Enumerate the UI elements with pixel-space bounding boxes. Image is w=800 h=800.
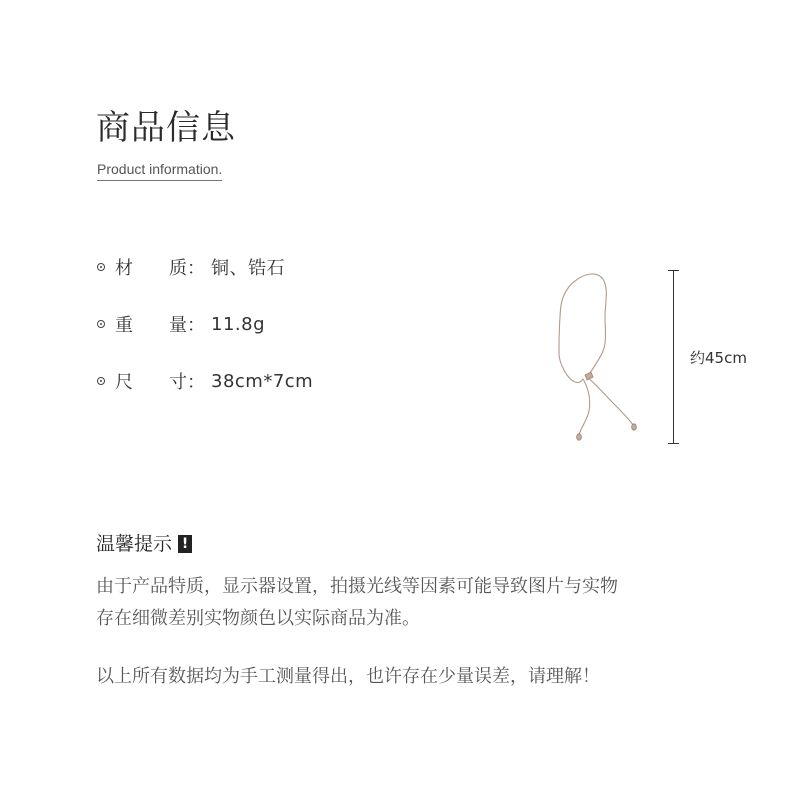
exclamation-icon: !: [178, 535, 192, 553]
necklace-image: [545, 265, 655, 455]
bullet-icon: [97, 320, 105, 328]
spec-material: [97, 255, 285, 279]
dimension-label: 约45cm: [690, 349, 747, 367]
spec-label: 材 质：: [115, 258, 205, 279]
spec-label: 重 量：: [115, 315, 205, 336]
tips-title: 温馨提示: [96, 533, 173, 555]
bullet-icon: [97, 377, 105, 385]
spec-label: 尺 寸：: [115, 372, 205, 393]
spec-value: 11.8g: [211, 313, 266, 335]
spec-weight: [97, 312, 265, 336]
page-title: 商品信息: [96, 108, 236, 148]
spec-value: 铜、锆石: [211, 258, 285, 279]
tips-heading: [96, 532, 192, 556]
dimension-cap-top: [668, 270, 679, 271]
bullet-icon: [97, 263, 105, 271]
page-subtitle: Product information.: [97, 160, 222, 181]
spec-value: 38cm*7cm: [211, 370, 314, 392]
spec-size: [97, 369, 313, 393]
tips-line-2: 存在细微差别实物颜色以实际商品为准。: [96, 608, 420, 629]
tips-line-3: 以上所有数据均为手工测量得出，也许存在少量误差，请理解！: [96, 666, 600, 687]
dimension-cap-bottom: [668, 443, 679, 444]
dimension-line: [673, 270, 674, 443]
tips-line-1: 由于产品特质，显示器设置，拍摄光线等因素可能导致图片与实物: [96, 576, 618, 597]
